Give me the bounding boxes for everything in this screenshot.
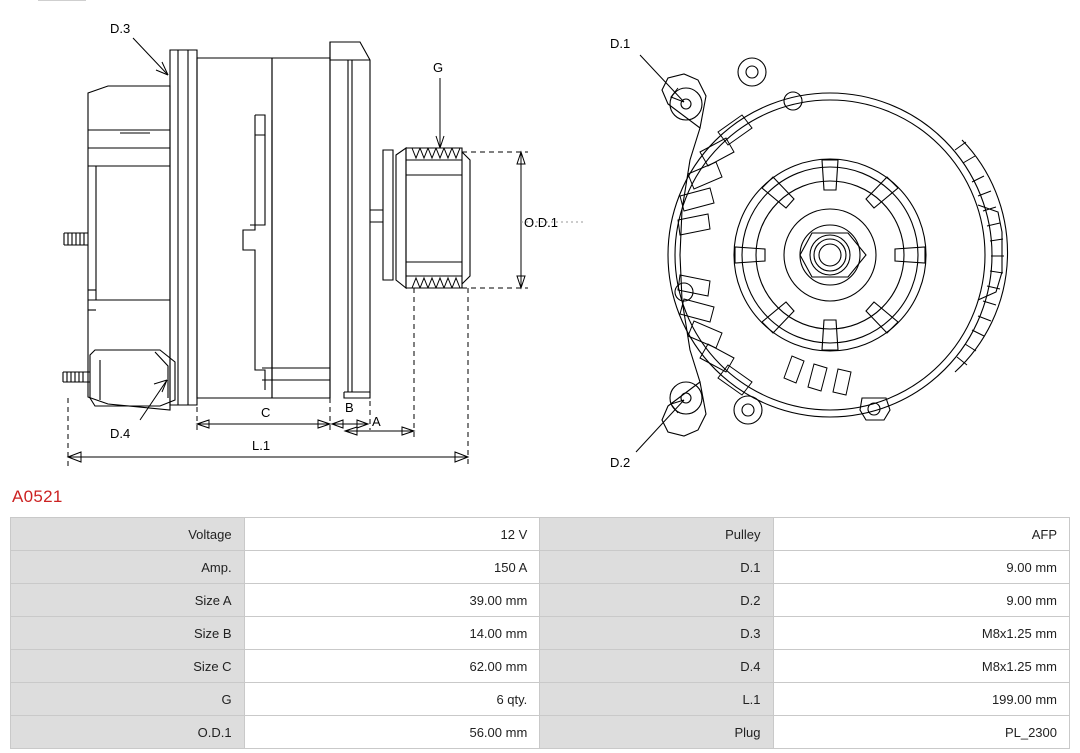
table-row bbox=[11, 650, 1070, 683]
spec-value-size-a: 39.00 mm bbox=[244, 584, 540, 617]
spec-value-l1: 199.00 mm bbox=[773, 683, 1069, 716]
label-b: B bbox=[345, 400, 354, 415]
spec-value-g: 6 qty. bbox=[244, 683, 540, 716]
spec-label-g: G bbox=[11, 683, 245, 716]
spec-value-size-b: 14.00 mm bbox=[244, 617, 540, 650]
spec-label-d1: D.1 bbox=[540, 551, 773, 584]
part-code: A0521 bbox=[12, 487, 63, 506]
front-view-drawing bbox=[610, 36, 1008, 470]
table-row bbox=[11, 716, 1070, 749]
spec-label-d2: D.2 bbox=[540, 584, 773, 617]
label-c: C bbox=[261, 405, 271, 420]
side-view-drawing bbox=[63, 21, 583, 466]
spec-value-plug: PL_2300 bbox=[773, 716, 1069, 749]
spec-label-voltage: Voltage bbox=[11, 518, 245, 551]
spec-value-d1: 9.00 mm bbox=[773, 551, 1069, 584]
spec-label-pulley: Pulley bbox=[540, 518, 773, 551]
label-g: G bbox=[433, 60, 444, 75]
label-d2: D.2 bbox=[610, 455, 631, 470]
spec-value-amp: 150 A bbox=[244, 551, 540, 584]
spec-value-d4: M8x1.25 mm bbox=[773, 650, 1069, 683]
spec-value-pulley: AFP bbox=[773, 518, 1069, 551]
label-d4: D.4 bbox=[110, 426, 131, 441]
label-od1: O.D.1 bbox=[524, 215, 558, 230]
spec-label-size-a: Size A bbox=[11, 584, 245, 617]
spec-value-od1: 56.00 mm bbox=[244, 716, 540, 749]
specifications-table bbox=[10, 517, 1070, 749]
spec-label-l1: L.1 bbox=[540, 683, 773, 716]
table-row bbox=[11, 518, 1070, 551]
table-row bbox=[11, 683, 1070, 716]
spec-label-d4: D.4 bbox=[540, 650, 773, 683]
table-row bbox=[11, 551, 1070, 584]
spec-label-amp: Amp. bbox=[11, 551, 245, 584]
spec-label-size-c: Size C bbox=[11, 650, 245, 683]
table-row bbox=[11, 617, 1070, 650]
spec-label-d3: D.3 bbox=[540, 617, 773, 650]
spec-value-d2: 9.00 mm bbox=[773, 584, 1069, 617]
label-a: A bbox=[372, 414, 381, 429]
spec-value-d3: M8x1.25 mm bbox=[773, 617, 1069, 650]
label-d1: D.1 bbox=[610, 36, 631, 51]
spec-label-od1: O.D.1 bbox=[11, 716, 245, 749]
spec-value-voltage: 12 V bbox=[244, 518, 540, 551]
table-row bbox=[11, 584, 1070, 617]
spec-label-plug: Plug bbox=[540, 716, 773, 749]
label-d3: D.3 bbox=[110, 21, 131, 36]
spec-value-size-c: 62.00 mm bbox=[244, 650, 540, 683]
spec-label-size-b: Size B bbox=[11, 617, 245, 650]
label-l1: L.1 bbox=[252, 438, 271, 453]
